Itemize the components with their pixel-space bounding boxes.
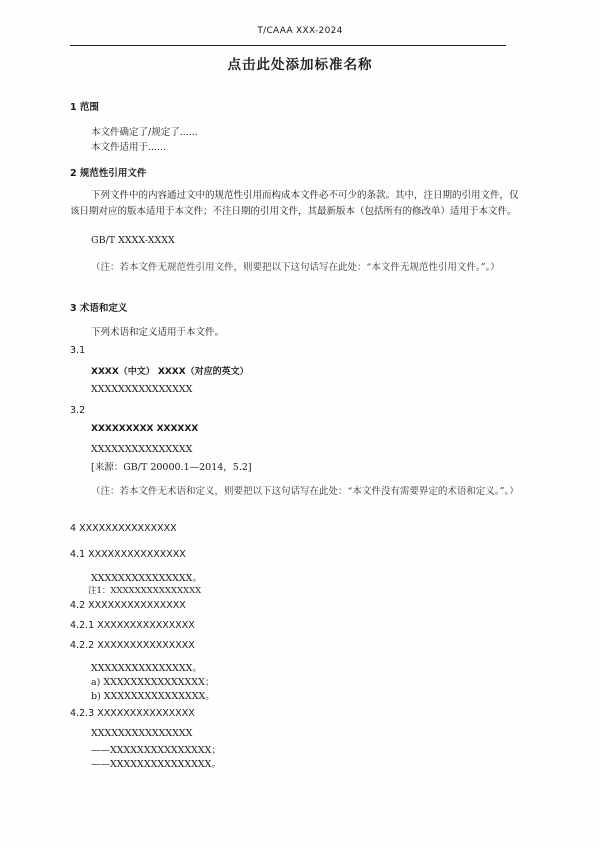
section-4-2-3-heading: 4.2.3 XXXXXXXXXXXXXXX bbox=[70, 708, 195, 719]
normative-reference: GB/T XXXX-XXXX bbox=[91, 235, 175, 246]
section-2-heading: 2 规范性引用文件 bbox=[70, 168, 147, 179]
standard-title[interactable]: 点击此处添加标准名称 bbox=[227, 57, 373, 73]
terms-note: （注：若本文件无术语和定义，则要把以下这句话写在此处：“本文件没有需要界定的术语和定义。”。） bbox=[91, 486, 519, 497]
term-3-1-name: XXXX（中文） XXXX（对应的英文） bbox=[91, 367, 249, 377]
list-item-b: b) XXXXXXXXXXXXXXX。 bbox=[91, 691, 215, 702]
section-4-2-3-text: XXXXXXXXXXXXXXX bbox=[91, 728, 193, 739]
document-code: T/CAAA XXX-2024 bbox=[257, 26, 343, 36]
section-4-2-2-heading: 4.2.2 XXXXXXXXXXXXXXX bbox=[70, 640, 195, 651]
header-rule bbox=[70, 45, 506, 46]
section-1-heading: 1 范围 bbox=[70, 102, 99, 113]
term-3-2-number: 3.2 bbox=[70, 405, 86, 416]
section-3-heading: 3 术语和定义 bbox=[70, 303, 128, 314]
normative-paragraph: 下列文件中的内容通过文中的规范性引用而构成本文件必不可少的条款。其中，注日期的引用文件，仅该日期对应的版本适用于本文件；不注日期的引用文件，其最新版本（包括所有的修改单）适用于本文件。 bbox=[70, 190, 519, 217]
dash-item-2: ——XXXXXXXXXXXXXXX。 bbox=[91, 759, 221, 770]
term-3-1-number: 3.1 bbox=[70, 345, 86, 356]
scope-line-1: 本文件确定了/规定了...... bbox=[91, 127, 198, 138]
list-item-a: a) XXXXXXXXXXXXXXX； bbox=[91, 677, 215, 688]
scope-line-2: 本文件适用于...... bbox=[91, 142, 167, 153]
terms-intro: 下列术语和定义适用于本文件。 bbox=[91, 327, 225, 338]
section-4-2-heading: 4.2 XXXXXXXXXXXXXXX bbox=[70, 600, 186, 611]
section-4-1-heading: 4.1 XXXXXXXXXXXXXXX bbox=[70, 549, 186, 560]
dash-item-1: ——XXXXXXXXXXXXXXX； bbox=[91, 745, 221, 756]
section-4-1-note: 注1：XXXXXXXXXXXXXXX bbox=[88, 586, 202, 596]
normative-note: （注：若本文件无规范性引用文件，则要把以下这句话写在此处：“本文件无规范性引用文件。”。） bbox=[91, 262, 500, 273]
term-3-1-definition: XXXXXXXXXXXXXXX bbox=[91, 384, 193, 395]
term-3-2-source: [来源：GB/T 20000.1—2014，5.2] bbox=[91, 462, 252, 473]
section-4-1-text: XXXXXXXXXXXXXXX。 bbox=[91, 573, 202, 584]
term-3-2-definition: XXXXXXXXXXXXXXX bbox=[91, 444, 193, 455]
section-4-2-2-text: XXXXXXXXXXXXXXX。 bbox=[91, 663, 202, 674]
section-4-heading: 4 XXXXXXXXXXXXXXX bbox=[70, 523, 177, 534]
term-3-2-name: XXXXXXXXX XXXXXX bbox=[91, 424, 199, 434]
section-4-2-1-heading: 4.2.1 XXXXXXXXXXXXXXX bbox=[70, 620, 195, 631]
